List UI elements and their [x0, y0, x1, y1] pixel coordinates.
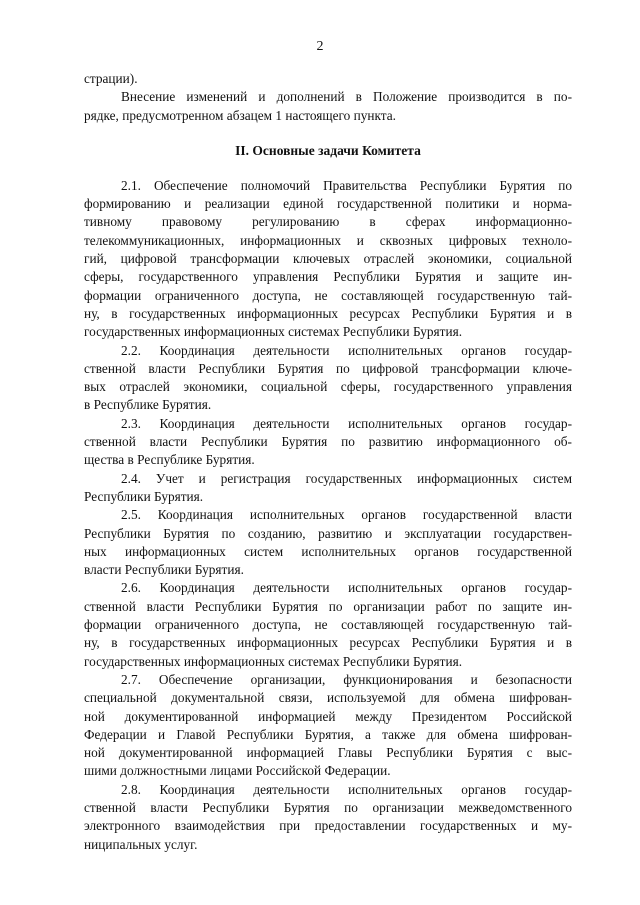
text-line: ну, в государственных информационных ресурсах Республики Бурятия и в — [84, 305, 572, 321]
text-line: 2.6. Координация деятельности исполнительных органов государ- — [121, 580, 572, 596]
text-line: Федерации и Главой Республики Бурятия, а также для обмена шифрован- — [84, 726, 572, 742]
text-line: ну, в государственных информационных ресурсах Республики Бурятия и в — [84, 635, 572, 651]
text-line: в Республике Бурятия. — [84, 397, 212, 413]
paragraph — [84, 579, 572, 670]
text-line: Республики Бурятия. — [84, 488, 204, 504]
text-line: страции). — [84, 71, 138, 86]
text-line: гий, цифровой трансформации ключевых отраслей экономики, социальной — [84, 251, 572, 267]
text-line: вых отраслей экономики, социальной сферы, государственного управления — [84, 379, 572, 395]
text-line: электронного взаимодействия при предоставлении государственных и му- — [84, 818, 572, 834]
text-line: 2.3. Координация деятельности исполнительных органов государ- — [121, 415, 572, 431]
text-line: государственных информационных системах Республики Бурятия. — [84, 324, 463, 340]
text-line: ных информационных систем исполнительных органов государственной — [84, 543, 572, 559]
text-line: ниципальных услуг. — [84, 836, 198, 852]
document-body — [84, 70, 572, 854]
text-line: рядке, предусмотренном абзацем 1 настоящего пункта. — [84, 107, 397, 123]
intro-block — [84, 70, 572, 125]
paragraph — [84, 88, 572, 125]
paragraph — [84, 781, 572, 854]
text-line: ственной власти Республики Бурятия по цифровой трансформации ключе- — [84, 360, 572, 376]
text-line: формированию и реализации единой государственной политики и норма- — [84, 196, 572, 212]
text-line: Республики Бурятия по созданию, развитию и эксплуатации государствен- — [84, 525, 572, 541]
section-title: II. Основные задачи Комитета — [235, 142, 421, 158]
section-paragraphs — [84, 177, 572, 854]
text-line: 2.5. Координация исполнительных органов государственной власти — [121, 507, 572, 523]
text-line: 2.2. Координация деятельности исполнительных органов государ- — [121, 342, 572, 358]
text-line: 2.1. Обеспечение полномочий Правительства Республики Бурятия по — [121, 177, 572, 193]
text-line: ной документированной информацией Главы Республики Бурятия с выс- — [84, 745, 572, 761]
text-line: 2.4. Учет и регистрация государственных информационных систем — [121, 470, 572, 486]
text-line: щества в Республике Бурятия. — [84, 452, 255, 468]
paragraph — [84, 470, 572, 507]
text-line: телекоммуникационных, информационных и сквозных цифровых техноло- — [84, 232, 572, 248]
text-line: специальной документальной связи, используемой для обмена шифрован- — [84, 690, 572, 706]
text-line: ственной власти Республики Бурятия по развитию информационного об- — [84, 434, 572, 450]
paragraph — [84, 415, 572, 470]
paragraph — [84, 671, 572, 781]
text-line: ственной власти Республики Бурятия по организации межведомственного — [84, 799, 572, 815]
text-line: формации ограниченного доступа, не составляющей государственную тай- — [84, 617, 572, 633]
paragraph — [84, 342, 572, 415]
text-line: ной документированной информацией между Президентом Российской — [84, 708, 572, 724]
paragraph — [84, 506, 572, 579]
text-line: формации ограниченного доступа, не составляющей государственную тай- — [84, 287, 572, 303]
text-line: сферы, государственного управления Республики Бурятия и защите ин- — [84, 269, 572, 285]
text-line: шими должностными лицами Российской Федерации. — [84, 763, 391, 779]
text-line: государственных информационных системах Республики Бурятия. — [84, 653, 463, 669]
text-line: ственной власти Республики Бурятия по организации работ по защите ин- — [84, 598, 572, 614]
text-line: 2.7. Обеспечение организации, функционирования и безопасности — [121, 671, 572, 687]
paragraph — [84, 70, 572, 88]
text-line: 2.8. Координация деятельности исполнительных органов государ- — [121, 781, 572, 797]
text-line: власти Республики Бурятия. — [84, 562, 244, 578]
text-line: тивному правовому регулированию в сферах информационно- — [84, 214, 572, 230]
page-number: 2 — [316, 39, 324, 54]
paragraph — [84, 177, 572, 342]
text-line: Внесение изменений и дополнений в Положение производится в по- — [121, 89, 572, 105]
